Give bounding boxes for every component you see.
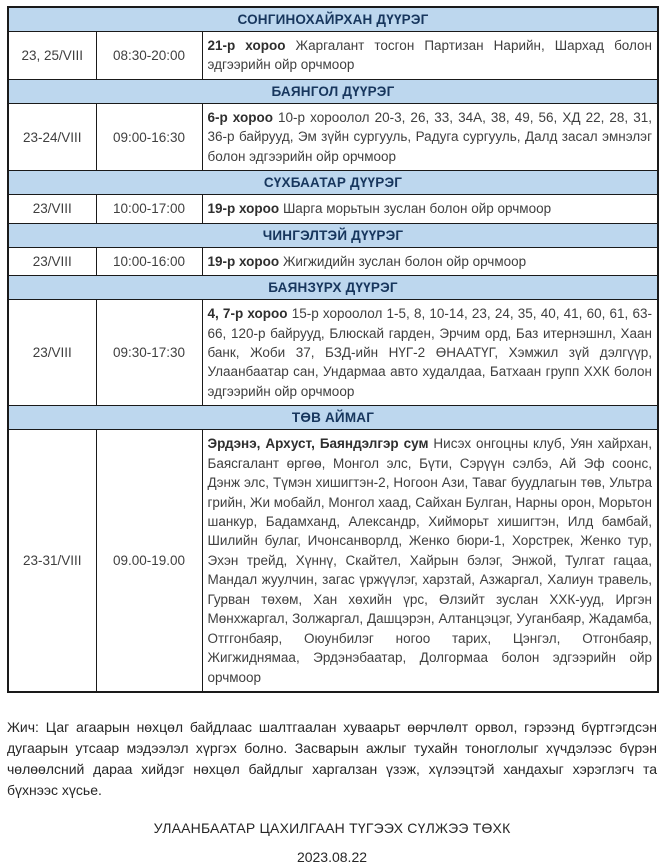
khoroo-label: 19-р хороо: [207, 253, 280, 269]
section-header-row: [8, 276, 658, 300]
table-row: [8, 247, 658, 275]
area-cell: [202, 32, 658, 80]
date-cell: 23/VIII: [8, 195, 96, 223]
area-description: 15-р хороолол 1-5, 8, 10-14, 23, 24, 35, 40, 41, 60, 61, 63-66, 120-р байрууд, Блюскай гарден, Эрчим орд, Баз итернэшнл, Хаан банк, Жоби 37, БЗД-ийн НҮГ-2 ӨНААТҮГ, Хэмжил зүй дэлгүүр, Улаанбаатар сан, Ундармаа авто худалдаа, Батхаан групп ХХК болон эдгээрийн ойр орчмоор: [207, 306, 652, 399]
time-cell: 10:00-16:00: [96, 247, 202, 275]
date-cell: 23, 25/VIII: [8, 32, 96, 80]
table-row: [8, 32, 658, 80]
district-title: СОНГИНОХАЙРХАН ДҮҮРЭГ: [8, 7, 658, 32]
note-paragraph: Жич: Цаг агаарын нөхцөл байдлаас шалтгаалан хуваарьт өөрчлөлт орвол, гэрээнд бүртгэгдсэн дугаарын утсаар мэдээлэл хүргэх болно. Засварын ажлыг тухайн тоноглолыг хүчдэлээс бүрэн чөлөөлсний дараа хийдэг нөхцөл байдлыг харгалзан үзэж, хүлээцтэй хандахыг хэрэглэгч та бүхнээс хүсье.: [7, 718, 657, 798]
khoroo-label: 19-р хороо: [207, 201, 280, 217]
organization-name: УЛААНБААТАР ЦАХИЛГААН ТҮГЭЭХ СҮЛЖЭЭ ТӨХК: [153, 819, 511, 836]
khoroo-label: 6-р хороо: [207, 109, 273, 125]
date-cell: 23-31/VIII: [8, 430, 96, 692]
district-title: БАЯНЗҮРХ ДҮҮРЭГ: [8, 276, 658, 300]
district-title: ТӨВ АЙМАГ: [8, 406, 658, 430]
section-header-row: [8, 406, 658, 430]
table-row: [8, 103, 658, 170]
date-cell: 23-24/VIII: [8, 103, 96, 170]
area-cell: [202, 300, 658, 406]
time-cell: 09:00-16:30: [96, 103, 202, 170]
area-cell: [202, 195, 658, 223]
area-description: Нисэх онгоцны клуб, Уян хайрхан, Баясгалант өргөө, Монгол элс, Бүти, Сэрүүн сэлбэ, Ай Эф соонс, Дэнж элс, Түмэн хишигтэн-2, Ногоон Ази, Таваг буудлагын төв, Ультра грийн, Жи мобайл, Монгол хаад, Сайхан Булган, Нарны орон, Морьтон шанкур, Бадамханд, Александр, Хийморьт хишигтэн, Илд бамбай, Шилийн булаг, Ичонсанворлд, Женко бюри-1, Хорстрек, Женко тур, Эхэн трейд, Хүннү, Скайтел, Хайрын бэлэг, Энжой, Тулгат гацаа, Мандал жуулчин, загас үржүүлэг, харзтай, Азжаргал, Халиун травель, Гурван төхөм, Хан хөхийн үрс, Өлзийт зуслан ХХК-ууд, Иргэн Мөнхжаргал, Золжаргал, Дашцэрэн, Алтанцэцэг, Ууганбаяр, Жадамба, Отггонбаяр, Оюунбилэг ногоо тарих, Цэнгэл, Отгонбаяр, Жигжиднямаа, Эрдэнэбаатар, Долгормаа болон эдгээрийн ойр орчмоор: [207, 436, 652, 685]
publication-date: 2023.08.22: [296, 848, 368, 865]
section-header-row: [8, 7, 658, 32]
table-row: [8, 195, 658, 223]
area-description: Шарга морьтын зуслан болон ойр орчмоор: [282, 201, 552, 217]
outage-schedule-table: [7, 6, 659, 693]
area-cell: [202, 103, 658, 170]
time-cell: 09.00-19.00: [96, 430, 202, 692]
khoroo-label: 21-р хороо: [207, 38, 286, 53]
district-title: БАЯНГОЛ ДҮҮРЭГ: [8, 79, 658, 103]
area-cell: [202, 247, 658, 275]
district-title: СҮХБААТАР ДҮҮРЭГ: [8, 171, 658, 195]
section-header-row: [8, 79, 658, 103]
date-cell: 23/VIII: [8, 247, 96, 275]
date-cell: 23/VIII: [8, 300, 96, 406]
soum-label: Эрдэнэ, Архуст, Баяндэлгэр сум: [207, 436, 429, 452]
area-description: Жигжидийн зуслан болон ойр орчмоор: [282, 253, 527, 269]
district-title: ЧИНГЭЛТЭЙ ДҮҮРЭГ: [8, 223, 658, 247]
time-cell: 09:30-17:30: [96, 300, 202, 406]
area-cell: [202, 430, 658, 692]
section-header-row: [8, 171, 658, 195]
area-description: 10-р хороолол 20-3, 26, 33, 34А, 38, 49, 56, ХД 22, 28, 31, 36-р байрууд, Эм зүйн сургууль, Радуга сургууль, Далд засал эмнэлэг болон эдгээрийн ойр орчмоор: [207, 109, 652, 164]
time-cell: 10:00-17:00: [96, 195, 202, 223]
khoroo-label: 4, 7-р хороо: [207, 306, 288, 322]
section-header-row: [8, 223, 658, 247]
area-description: Жаргалант тосгон Партизан Нарийн, Шархад болон эдгээрийн ойр орчмоор: [207, 38, 653, 73]
time-cell: 08:30-20:00: [96, 32, 202, 80]
table-row: [8, 300, 658, 406]
table-row: [8, 430, 658, 692]
